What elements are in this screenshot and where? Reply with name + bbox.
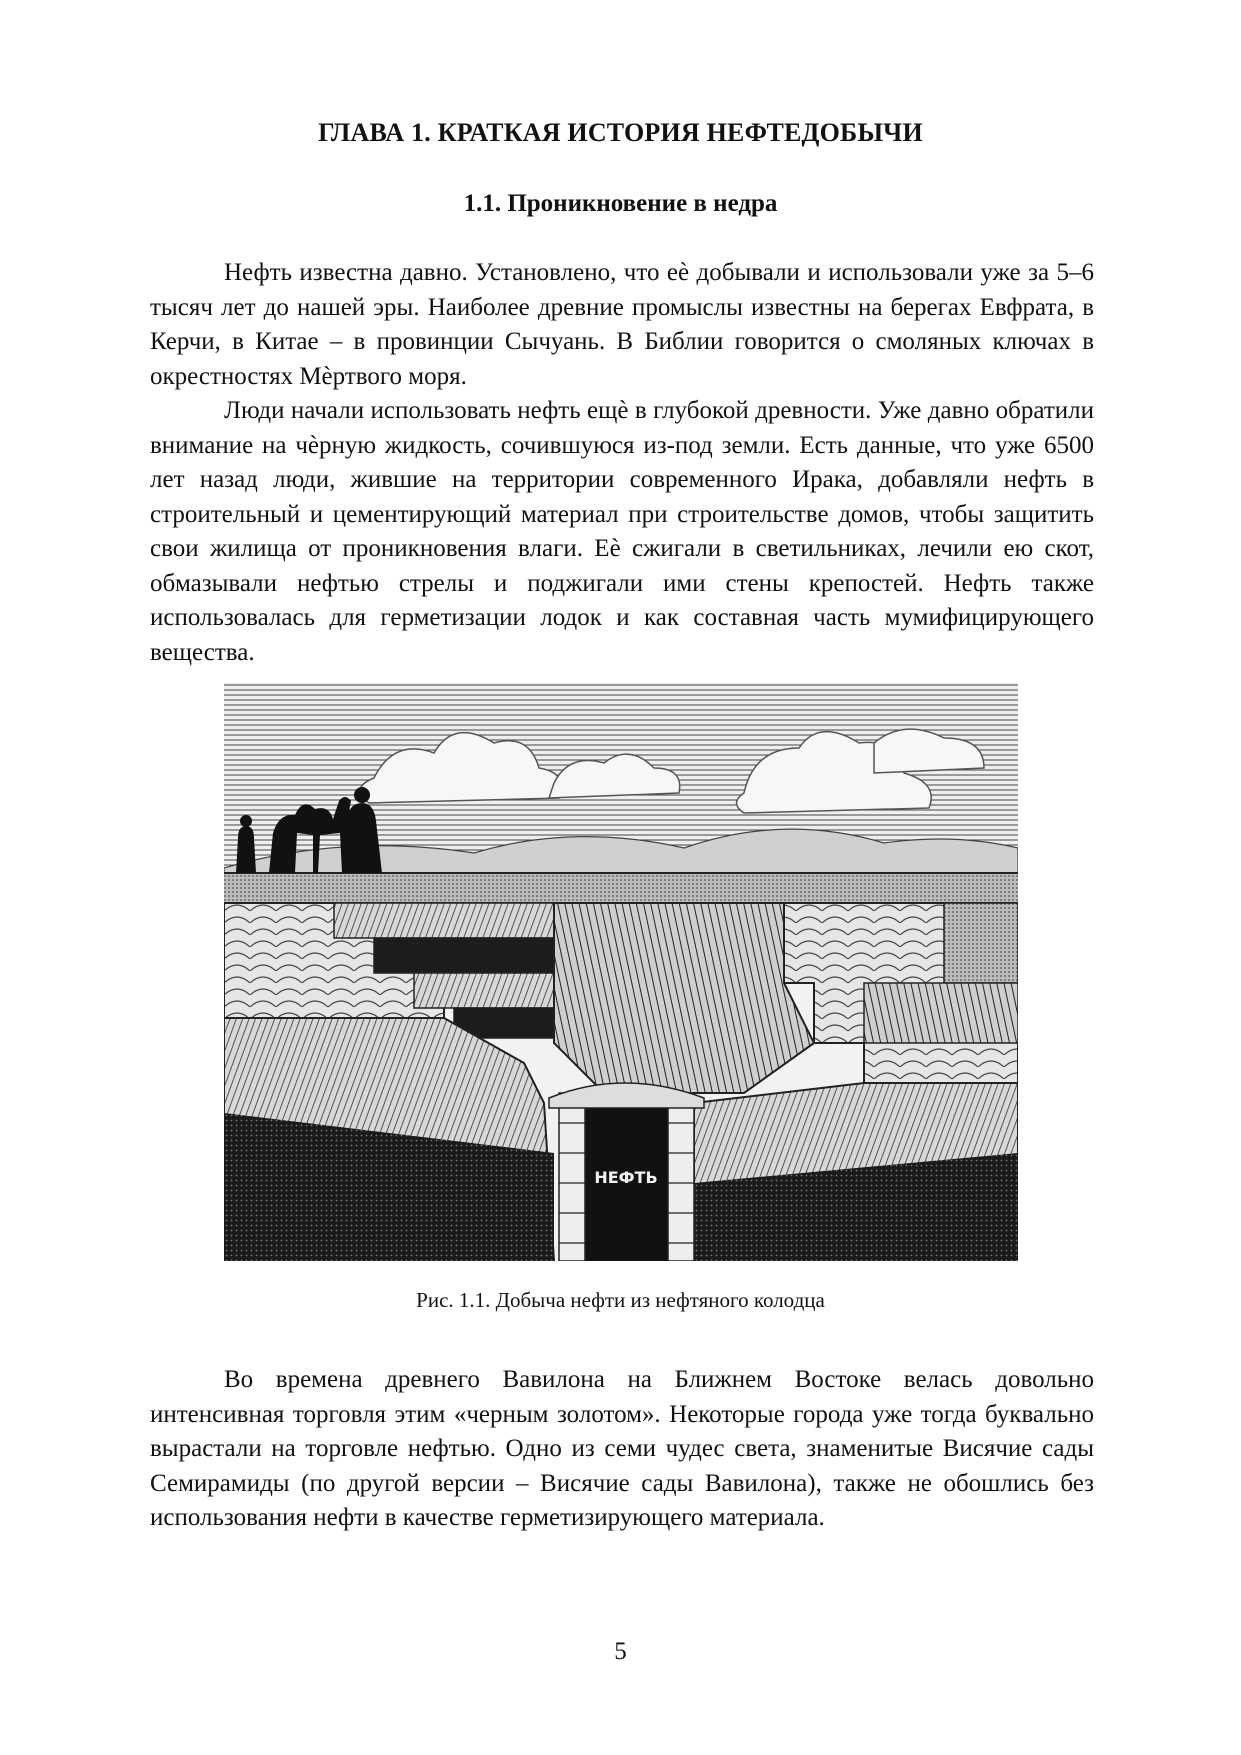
figure-caption: Рис. 1.1. Добыча нефти из нефтяного колодца [416, 1288, 825, 1312]
chapter-title: ГЛАВА 1. КРАТКАЯ ИСТОРИЯ НЕФТЕДОБЫЧИ [318, 118, 923, 147]
well-label: НЕФТЬ [594, 1168, 658, 1187]
paragraph-2: Люди начали использовать нефть ещѐ в глубокой древности. Уже давно обратили внимание на чѐрную жидкость, сочившуюся из-под земли. Есть данные, что уже 6500 лет назад люди, жившие на территории современного Ирака, добавляли нефть в строительный и цементирующий материал при строительстве домов, чтобы защитить свои жилища от проникновения влаги. Еѐ сжигали в светильниках, лечили ею скот, обмазывали нефтью стрелы и поджигали ими стены крепостей. Нефть также использовалась для герметизации лодок и как составная часть мумифицирующего вещества. [150, 397, 1094, 666]
pit-floor [554, 903, 814, 1093]
oil-well-shaft [549, 1083, 704, 1261]
paragraph-1: Нефть известна давно. Установлено, что еѐ добывали и использовали уже за 5–6 тысяч лет до нашей эры. Наиболее древние промыслы известны на берегах Евфрата, в Керчи, в Китае – в провинции Сычуань. В Библии говорится о смоляных ключах в окрестностях Мѐртвого моря. [150, 259, 1094, 390]
paragraph-3: Во времена древнего Вавилона на Ближнем Востоке велась довольно интенсивная торговля этим «черным золотом». Некоторые города уже тогда буквально вырастали на торговле нефтью. Одно из семи чудес света, знаменитые Висячие сады Семирамиды (по другой версии – Висячие сады Вавилона), также не обошлись без использования нефти в качестве герметизирующего материала. [150, 1366, 1094, 1531]
oil-well-illustration [224, 683, 1018, 1261]
section-title: 1.1. Проникновение в недра [463, 190, 778, 217]
page-number: 5 [614, 1638, 627, 1665]
ground-surface [224, 873, 1018, 903]
